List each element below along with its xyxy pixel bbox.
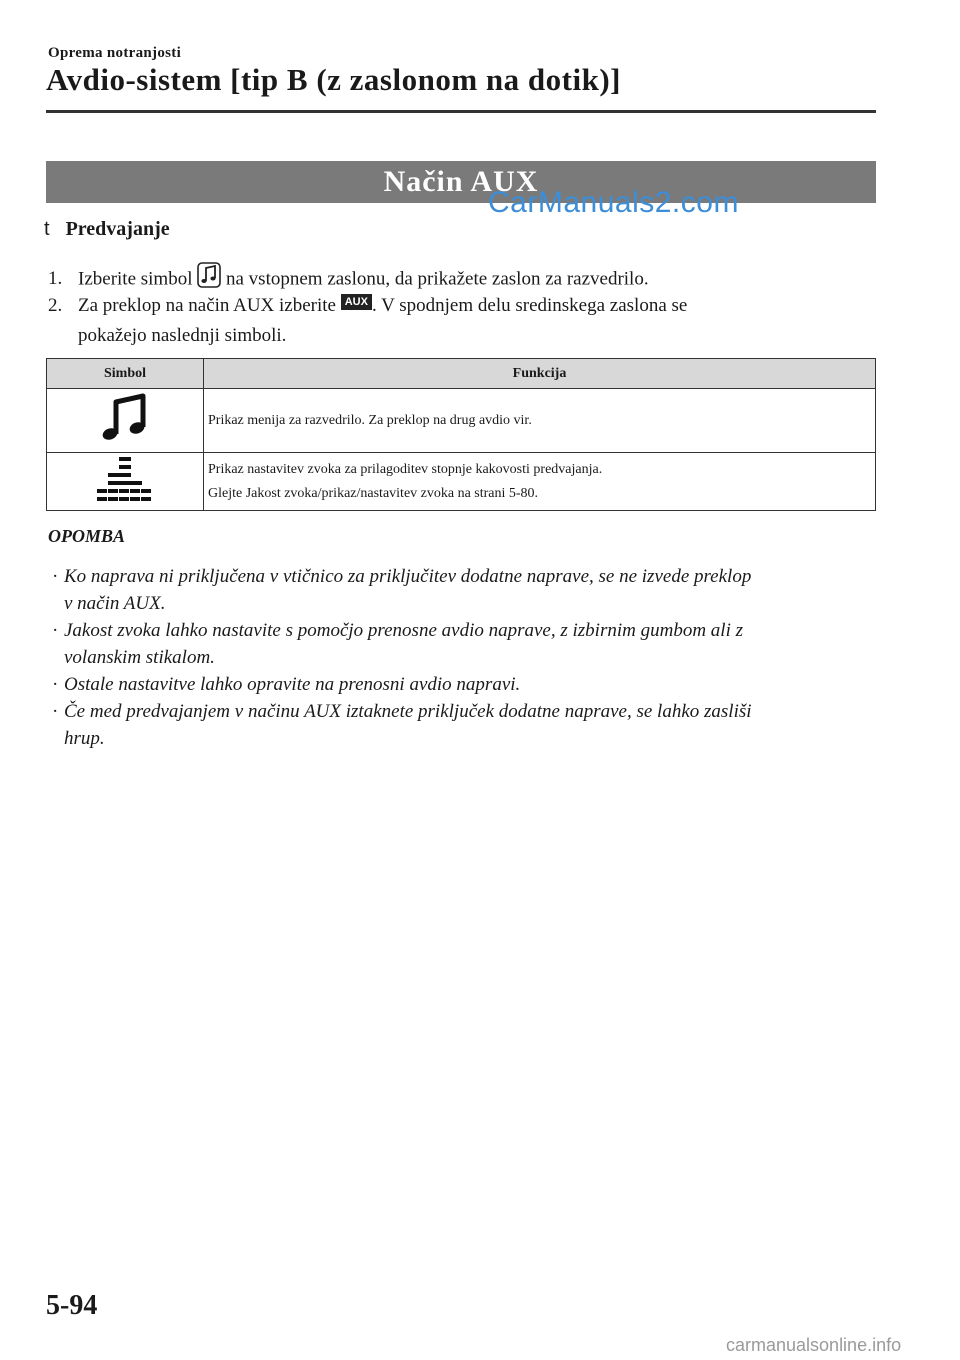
function-text: Prikaz menija za razvedrilo. Za preklop na drug avdio vir. [208,412,532,428]
step-number: 2. [48,295,63,316]
step-text: Za preklop na način AUX izberite [78,295,341,316]
step-text-cont: na vstopnem zaslonu, da prikažete zaslon za razvedrilo. [221,268,649,290]
table-cell-symbol [47,389,204,453]
table-header-symbol: Simbol [47,359,204,389]
note-item [52,671,872,698]
bullet-dot: · [52,674,59,695]
table-cell-function [204,389,876,453]
step-text-cont: . V spodnjem delu sredinskega zaslona se [371,295,688,316]
bullet-dot: · [52,701,59,722]
page-number: 5-94 [46,1290,98,1321]
chapter-banner [46,161,876,203]
note-item [52,698,872,752]
section-label: Oprema notranjosti [48,45,182,61]
table-cell-symbol [47,453,204,511]
table-row [47,389,876,453]
note-text-cont: v način AUX. [64,593,166,614]
page-title: Avdio-sistem [tip B (z zaslonom na dotik)] [46,62,621,97]
symbol-table [46,358,876,511]
note-item [52,617,872,671]
step-continuation: pokažejo naslednji simboli. [78,325,287,346]
subheading-text: Predvajanje [65,218,170,240]
step-number: 1. [48,268,63,290]
music-note-icon [99,433,151,448]
equalizer-icon [97,492,153,507]
function-text: Glejte Jakost zvoka/prikaz/nastavitev zvoka na strani 5-80. [208,485,539,501]
table-cell-function [204,453,876,511]
banner-title: Način AUX [383,165,539,198]
footer-watermark: carmanualsonline.info [726,1335,902,1355]
aux-icon: AUX [341,294,372,310]
table-header-function: Funkcija [204,359,876,389]
step-2 [48,291,868,351]
note-item [52,563,872,617]
note-text: Ko naprava ni priključena v vtičnico za priključitev dodatne naprave, se ne izvede preklop [64,566,752,587]
subheading-marker: t [44,218,50,240]
watermark-text: CarManuals2.com [488,186,739,219]
table-row [47,453,876,511]
title-divider [46,110,876,113]
table-header-row [47,359,876,389]
function-text: Prikaz nastavitev zvoka za prilagoditev stopnje kakovosti predvajanja. [208,461,603,477]
note-text-cont: volanskim stikalom. [64,647,215,668]
note-heading: OPOMBA [48,526,126,546]
note-text-cont: hrup. [64,728,105,749]
note-text: Jakost zvoka lahko nastavite s pomočjo prenosne avdio naprave, z izbirnim gumbom ali z [64,620,743,641]
step-text: Izberite simbol [78,268,198,290]
bullet-dot: · [52,566,59,587]
note-text: Če med predvajanjem v načinu AUX iztaknete priključek dodatne naprave, se lahko zasliši [64,701,752,722]
subheading [44,218,170,241]
bullet-dot: · [52,620,59,641]
note-text: Ostale nastavitve lahko opravite na prenosni avdio napravi. [64,674,521,695]
